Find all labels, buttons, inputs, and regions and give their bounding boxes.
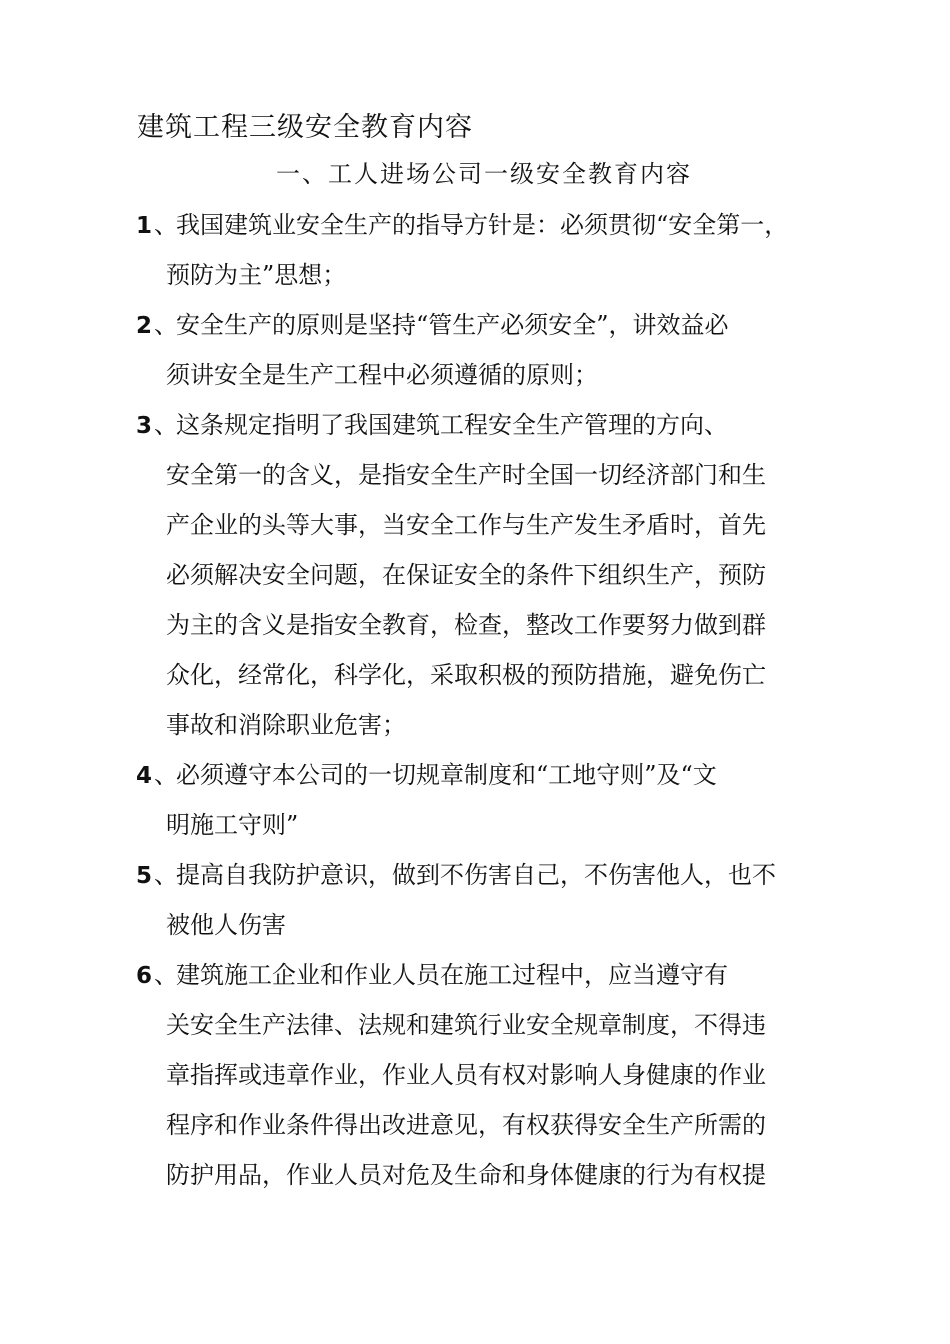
- list-item-line: [136, 750, 836, 800]
- list-item-line: 为主的含义是指安全教育，检查，整改工作要努力做到群: [166, 611, 766, 639]
- list-item-line: [136, 200, 836, 250]
- document-title: 建筑工程三级安全教育内容: [137, 112, 473, 143]
- list-item-4: [136, 750, 836, 850]
- list-item-line: 须讲安全是生产工程中必须遵循的原则；: [166, 361, 598, 389]
- list-item-1: [136, 200, 836, 300]
- list-item-separator: 、: [154, 961, 178, 989]
- list-item-line: [136, 850, 836, 900]
- list-item-number: 4: [136, 763, 153, 789]
- list-item-line: 安全第一的含义，是指安全生产时全国一切经济部门和生: [166, 461, 766, 489]
- list-item-line: 众化，经常化，科学化，采取积极的预防措施，避免伤亡: [166, 661, 766, 689]
- list-item-line: [136, 400, 836, 450]
- list-item-3: [136, 400, 836, 750]
- list-item-line: 明施工守则”: [166, 811, 299, 839]
- list-item-text: 必须遵守本公司的一切规章制度和“工地守则”及“文: [176, 761, 717, 789]
- list-item-line: 被他人伤害: [166, 911, 286, 939]
- list-item-text: 安全生产的原则是坚持“管生产必须安全”，讲效益必: [176, 311, 729, 339]
- list-item-6: [136, 950, 836, 1200]
- list-item-line: 防护用品，作业人员对危及生命和身体健康的行为有权提: [166, 1161, 766, 1189]
- list-item-line: 关安全生产法律、法规和建筑行业安全规章制度，不得违: [166, 1011, 766, 1039]
- list-item-separator: 、: [154, 411, 178, 439]
- list-item-number: 6: [136, 963, 153, 989]
- list-item-line: [136, 950, 836, 1000]
- list-item-line: 必须解决安全问题，在保证安全的条件下组织生产，预防: [166, 561, 766, 589]
- list-item-line: 产企业的头等大事，当安全工作与生产发生矛盾时，首先: [166, 511, 766, 539]
- list-item-separator: 、: [154, 861, 178, 889]
- list-item-text: 建筑施工企业和作业人员在施工过程中，应当遵守有: [176, 961, 728, 989]
- list-item-5: [136, 850, 836, 950]
- list-item-line: 事故和消除职业危害；: [166, 711, 406, 739]
- list-item-separator: 、: [154, 761, 178, 789]
- list-item-text: 提高自我防护意识，做到不伤害自己，不伤害他人，也不: [176, 861, 776, 889]
- list-item-text: 这条规定指明了我国建筑工程安全生产管理的方向、: [176, 411, 728, 439]
- list-item-line: 章指挥或违章作业，作业人员有权对影响人身健康的作业: [166, 1061, 766, 1089]
- list-item-separator: 、: [154, 311, 178, 339]
- list-item-line: 预防为主”思想；: [166, 261, 347, 289]
- list-item-text: 我国建筑业安全生产的指导方针是：必须贯彻“安全第一，: [176, 211, 789, 239]
- list-item-separator: 、: [154, 211, 178, 239]
- list-item-number: 5: [136, 863, 153, 889]
- list-item-2: [136, 300, 836, 400]
- list-item-number: 1: [136, 213, 153, 239]
- section-title: 一、工人进场公司一级安全教育内容: [276, 160, 692, 188]
- list-item-number: 2: [136, 313, 153, 339]
- list-item-line: [136, 300, 836, 350]
- list-item-line: 程序和作业条件得出改进意见，有权获得安全生产所需的: [166, 1111, 766, 1139]
- list-item-number: 3: [136, 413, 153, 439]
